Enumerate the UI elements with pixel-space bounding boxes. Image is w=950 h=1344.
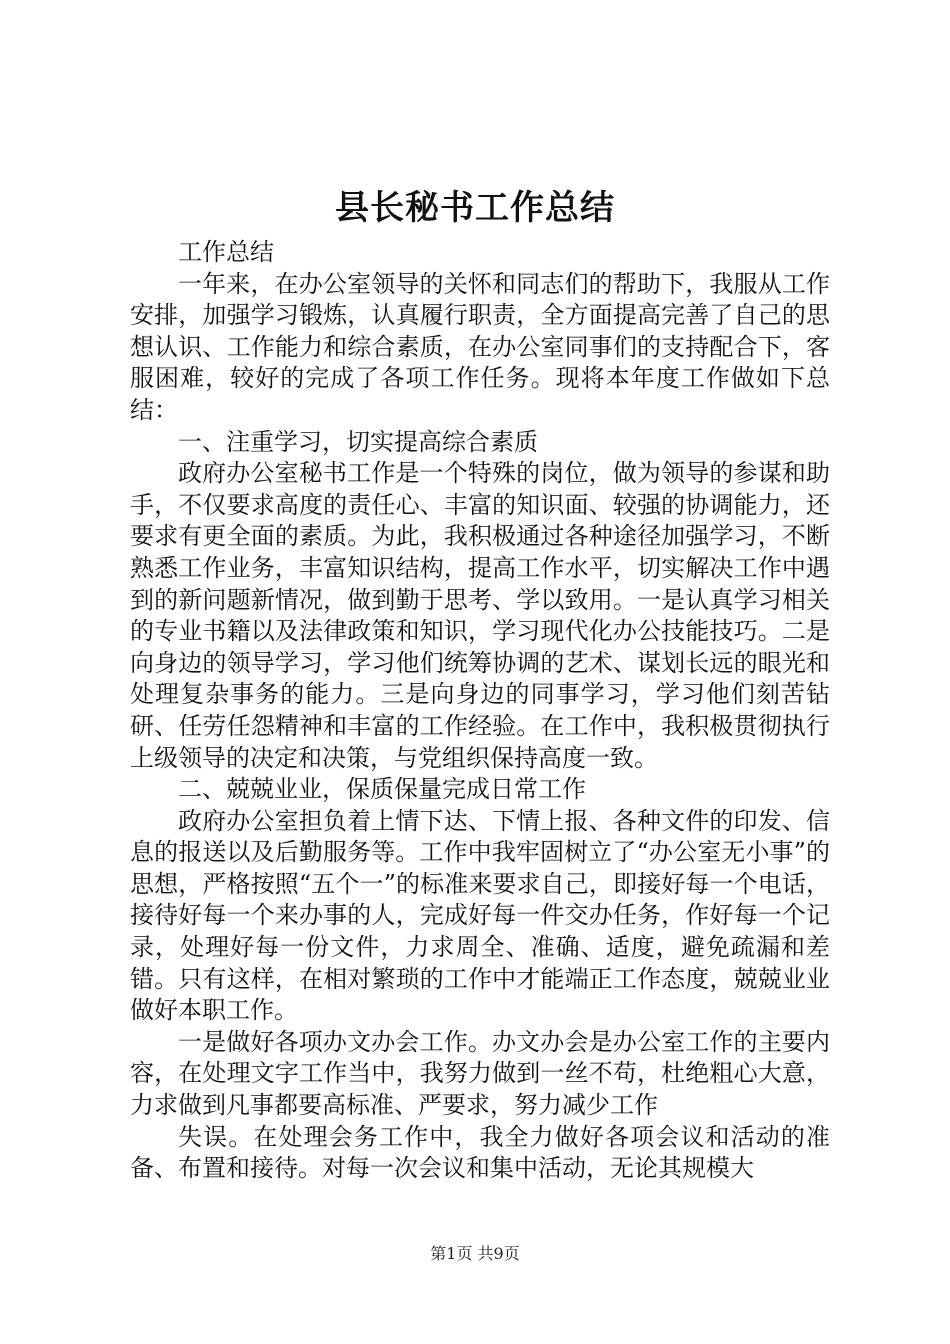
document-body bbox=[130, 237, 830, 1185]
paragraph-heading-summary: 工作总结 bbox=[178, 238, 274, 266]
document-title: 县长秘书工作总结 bbox=[335, 188, 615, 228]
page-indicator: 第1页 共9页 bbox=[430, 1244, 520, 1263]
paragraph-office-work: 一是做好各项办文办会工作。办文办会是办公室工作的主要内容，在处理文字工作当中，我努力做到一丝不苟，杜绝粗心大意，力求做到凡事都要高标准、严要求，努力减少工作 bbox=[130, 1027, 830, 1120]
paragraph-intro: 一年来，在办公室领导的关怀和同志们的帮助下，我服从工作安排，加强学习锻炼，认真履行职责，全方面提高完善了自己的思想认识、工作能力和综合素质，在办公室同事们的支持配合下，客服困难，较好的完成了各项工作任务。现将本年度工作做如下总结： bbox=[130, 269, 830, 424]
section-heading-2: 二、兢兢业业，保质保量完成日常工作 bbox=[178, 775, 586, 804]
paragraph-section-1: 政府办公室秘书工作是一个特殊的岗位，做为领导的参谋和助手，不仅要求高度的责任心、丰富的知识面、较强的协调能力，还要求有更全面的素质。为此，我积极通过各种途径加强学习，不断熟悉工作业务，丰富知识结构，提高工作水平，切实解决工作中遇到的新问题新情况，做到勤于思考、学以致用。一是认真学习相关的专业书籍以及法律政策和知识，学习现代化办公技能技巧。二是向身边的领导学习，学习他们统筹协调的艺术、谋划长远的眼光和处理复杂事务的能力。三是向身边的同事学习，学习他们刻苦钻研、任劳任怨精神和丰富的工作经验。在工作中，我积极贯彻执行上级领导的决定和决策，与党组织保持高度一致。 bbox=[130, 459, 830, 772]
paragraph-meeting-work: 失误。在处理会务工作中，我全力做好各项会议和活动的准备、布置和接待。对每一次会议和集中活动，无论其规模大 bbox=[130, 1122, 830, 1183]
paragraph-section-2: 政府办公室担负着上情下达、下情上报、各种文件的印发、信息的报送以及后勤服务等。工作中我牢固树立了“办公室无小事”的思想，严格按照“五个一”的标准来要求自己，即接好每一个电话，接待好每一个来办事的人，完成好每一件交办任务，作好每一个记录，处理好每一份文件，力求周全、准确、适度，避免疏漏和差错。只有这样，在相对繁琐的工作中才能端正工作态度，兢兢业业做好本职工作。 bbox=[130, 806, 830, 1025]
section-heading-1: 一、注重学习，切实提高综合素质 bbox=[178, 427, 538, 456]
